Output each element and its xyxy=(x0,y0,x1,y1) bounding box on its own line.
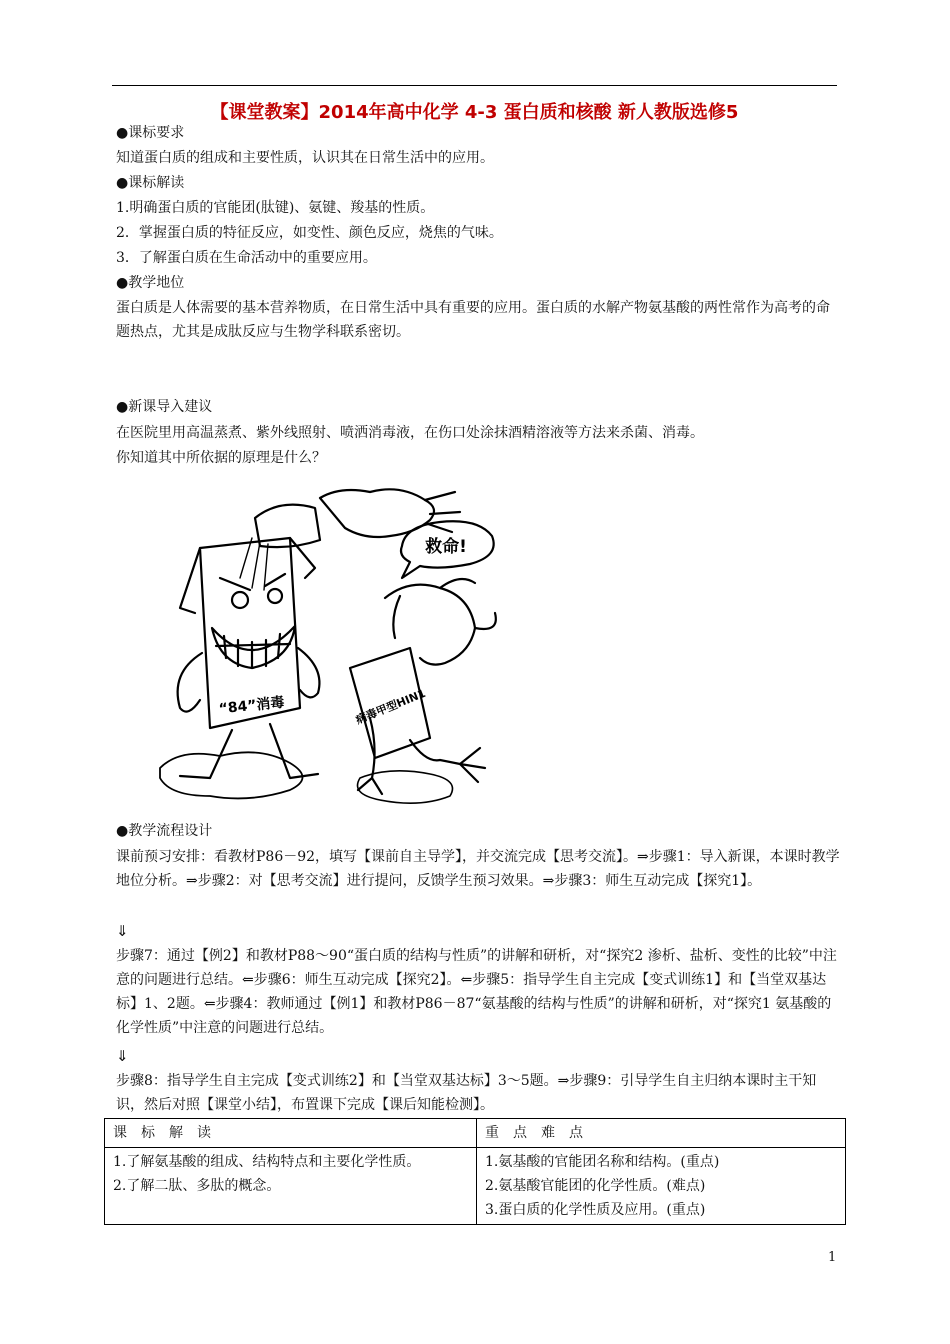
intro-text-1: 在医院里用高温蒸煮、紫外线照射、喷洒消毒液，在伤口处涂抹酒精溶液等方法来杀菌、消毒。 xyxy=(116,425,704,441)
flow-paragraph-2: 步骤7：通过【例2】和教材P88～90“蛋白质的结构与性质”的讲解和研析，对“探究2 渗析、盐析、变性的比较”中注意的问题进行总结。⇐步骤6：师生互动完成【探究2】。⇐步骤5：指导学生自主完成【变式训练1】和【当堂双基达标】1、2题。⇐步骤4：教师通过【例1】和教材P86－87“氨基酸的结构与性质”的讲解和研析，对“探究1 氨基酸的化学性质”中注意的问题进行总结。 xyxy=(116,948,837,1036)
table-cell-key-points xyxy=(477,1148,846,1225)
interpretation-item-2: 2．掌握蛋白质的特征反应，如变性、颜色反应，烧焦的气味。 xyxy=(116,225,503,241)
table-item: 1.氨基酸的官能团名称和结构。(重点) xyxy=(485,1154,720,1170)
intro-text-2: 你知道其中所依据的原理是什么？ xyxy=(116,450,326,466)
page-title: 【课堂教案】2014年高中化学 4-3 蛋白质和核酸 新人教版选修5 xyxy=(210,102,739,123)
header-rule xyxy=(112,85,837,86)
status-text: 蛋白质是人体需要的基本营养物质，在日常生活中具有重要的应用。蛋白质的水解产物氨基酸的两性常作为高考的命题热点，尤其是成肽反应与生物学科联系密切。 xyxy=(116,300,830,340)
summary-table xyxy=(104,1118,846,1225)
table-item: 2.氨基酸官能团的化学性质。(难点) xyxy=(485,1178,706,1194)
flow-paragraph-3: 步骤8：指导学生自主完成【变式训练2】和【当堂双基达标】3～5题。⇒步骤9：引导学生自主归纳本课时主干知识，然后对照【课堂小结】，布置课下完成【课后知能检测】。 xyxy=(116,1073,817,1113)
disinfectant-cartoon xyxy=(140,478,550,814)
table-header-interpretation: 课标解读 xyxy=(105,1119,477,1148)
flow-down-arrow-2: ⇓ xyxy=(116,1047,129,1065)
interpretation-item-3: 3．了解蛋白质在生命活动中的重要应用。 xyxy=(116,250,377,266)
section-heading-status: ●教学地位 xyxy=(116,275,185,291)
table-header-key-points: 重点难点 xyxy=(477,1119,846,1148)
page-number: 1 xyxy=(828,1250,837,1265)
curriculum-text: 知道蛋白质的组成和主要性质，认识其在日常生活中的应用。 xyxy=(116,150,494,166)
table-item: 1.了解氨基酸的组成、结构特点和主要化学性质。 xyxy=(113,1154,421,1170)
section-heading-intro: ●新课导入建议 xyxy=(116,399,213,415)
section-heading-curriculum: ●课标要求 xyxy=(116,125,185,141)
table-item: 3.蛋白质的化学性质及应用。(重点) xyxy=(485,1202,706,1218)
interpretation-item-1: 1.明确蛋白质的官能团(肽键)、氨键、羧基的性质。 xyxy=(116,200,435,216)
cartoon-virus-label: 病毒甲型HIN1 xyxy=(353,686,428,727)
cartoon-bottle-label: “84”消毒 xyxy=(217,694,286,718)
flow-down-arrow-1: ⇓ xyxy=(116,922,129,940)
flow-paragraph-1: 课前预习安排：看教材P86－92，填写【课前自主导学】，并交流完成【思考交流】。⇒步骤1：导入新课，本课时教学地位分析。⇒步骤2：对【思考交流】进行提问，反馈学生预习效果。⇒步骤3：师生互动完成【探究1】。 xyxy=(116,849,840,889)
section-heading-flow: ●教学流程设计 xyxy=(116,823,213,839)
section-heading-interpretation: ●课标解读 xyxy=(116,175,185,191)
table-cell-interpretation xyxy=(105,1148,477,1225)
cartoon-speech-text: 救命! xyxy=(425,537,467,557)
table-item: 2.了解二肽、多肽的概念。 xyxy=(113,1178,281,1194)
